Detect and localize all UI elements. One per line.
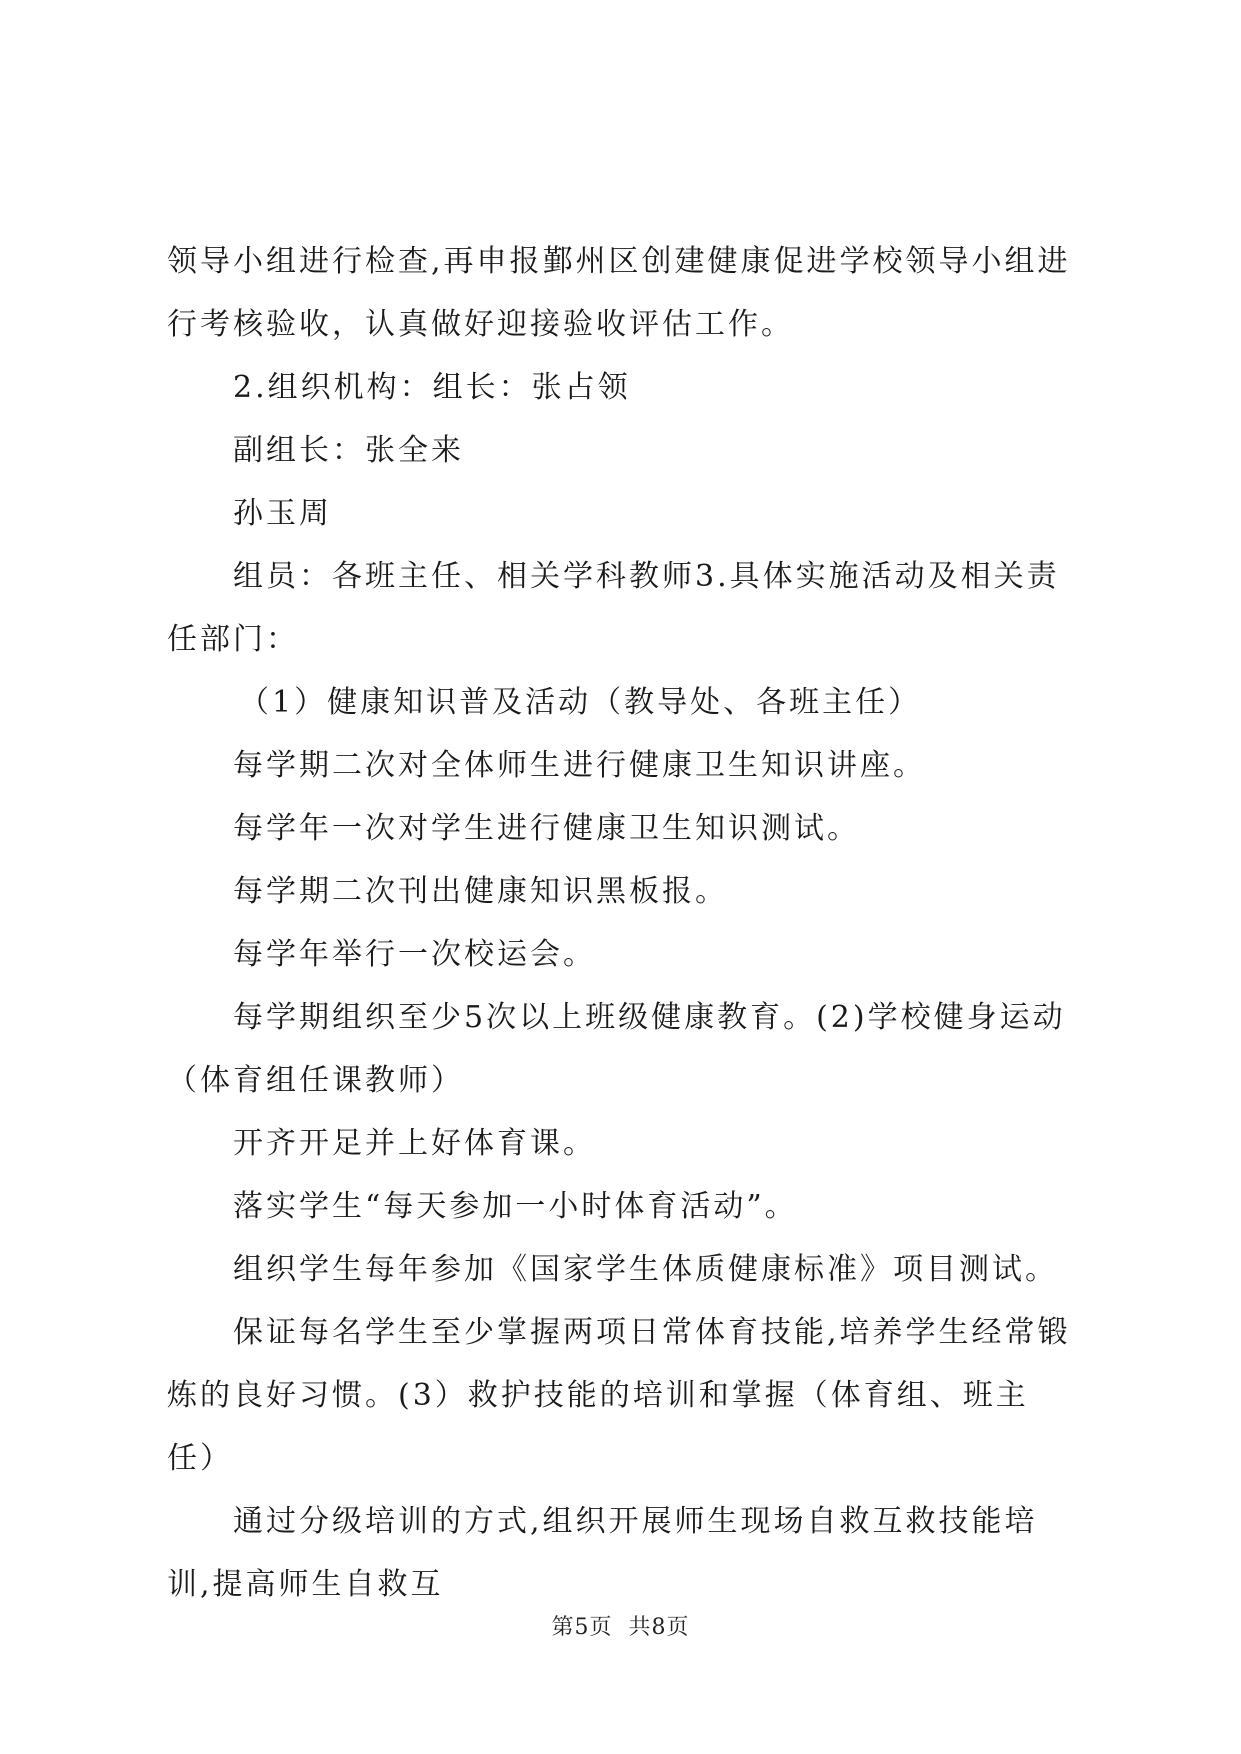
paragraph-members: 组员：各班主任、相关学科教师3.具体实施活动及相关责任部门： — [167, 559, 1060, 657]
paragraph-deputy-leader: 副组长：张全来 — [233, 433, 464, 468]
page-total: 共8页 — [628, 1615, 690, 1640]
paragraph-item: 开齐开足并上好体育课。 — [233, 1126, 596, 1161]
paragraph-item: 每学年举行一次校运会。 — [233, 937, 596, 972]
paragraph-org-structure: 2.组织机构：组长：张占领 — [233, 370, 631, 405]
paragraph-item: 每学期二次刊出健康知识黑板报。 — [233, 874, 728, 909]
paragraph-item: 通过分级培训的方式,组织开展师生现场自救互救技能培训,提高师生自救互 — [167, 1504, 1038, 1602]
paragraph-item: 落实学生“每天参加一小时体育活动”。 — [233, 1189, 798, 1224]
document-body — [167, 230, 1077, 1616]
paragraph-item: 组织学生每年参加《国家学生体质健康标准》项目测试。 — [233, 1252, 1058, 1287]
paragraph-section-1: （1）健康知识普及活动（教导处、各班主任） — [239, 685, 922, 720]
page-footer — [0, 1610, 1241, 1641]
paragraph-deputy-name: 孙玉周 — [233, 496, 332, 531]
paragraph-continuation: 领导小组进行检查,再申报鄞州区创建健康促进学校领导小组进行考核验收，认真做好迎接验收评估工作。 — [167, 244, 1071, 342]
paragraph-item: 每学期二次对全体师生进行健康卫生知识讲座。 — [233, 748, 926, 783]
paragraph-item: 每学年一次对学生进行健康卫生知识测试。 — [233, 811, 860, 846]
paragraph-item-section-3: 保证每名学生至少掌握两项日常体育技能,培养学生经常锻炼的良好习惯。(3）救护技能的培训和掌握（体育组、班主任） — [167, 1315, 1071, 1476]
page-number: 第5页 — [551, 1615, 613, 1640]
paragraph-item-section-2: 每学期组织至少5次以上班级健康教育。(2)学校健身运动（体育组任课教师） — [167, 1000, 1066, 1098]
